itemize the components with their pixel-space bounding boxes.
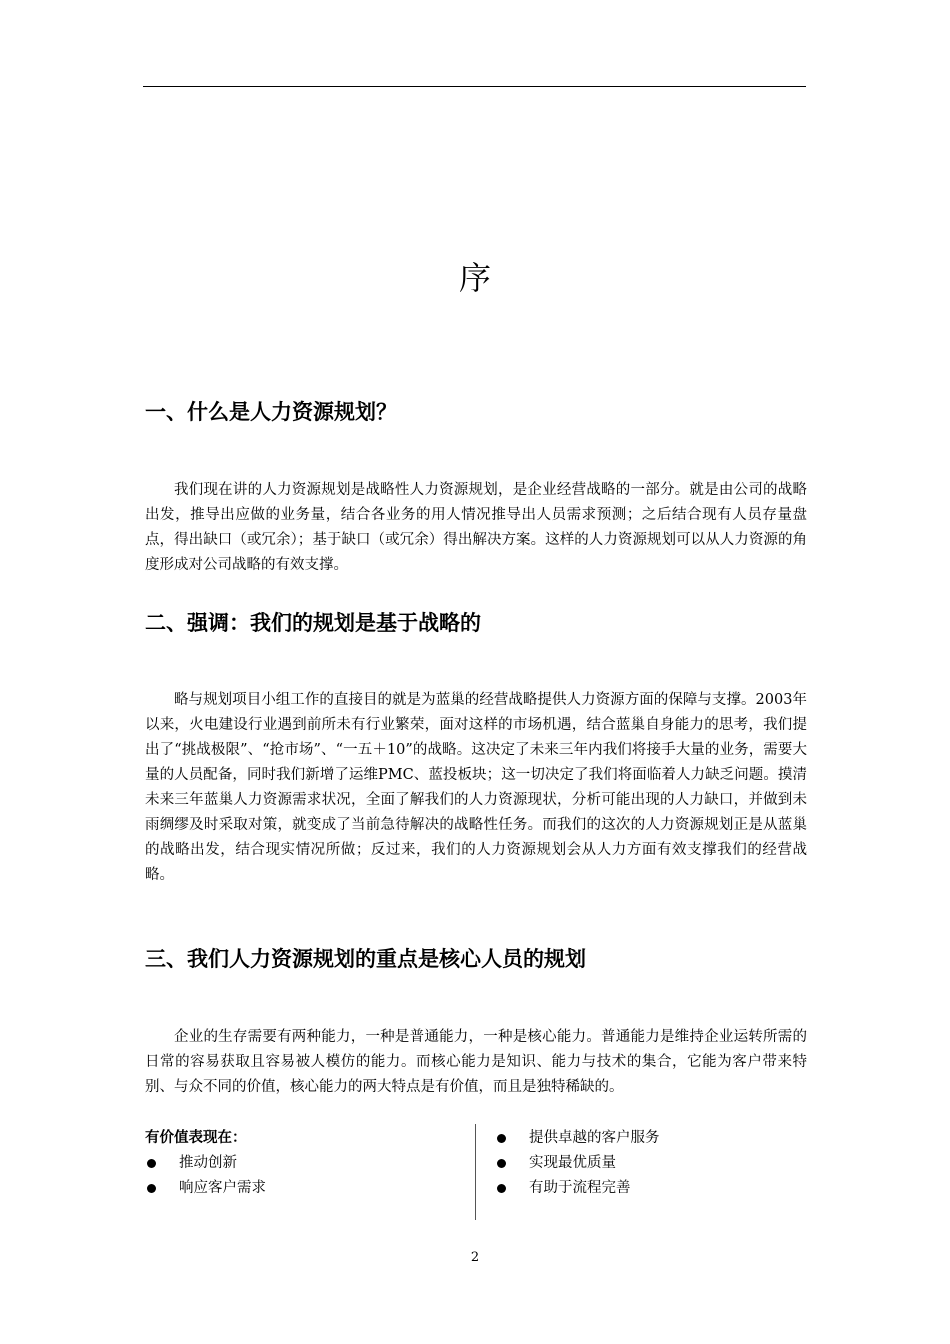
list-item-text: 提供卓越的客户服务 [529, 1130, 660, 1146]
list-item-text: 实现最优质量 [529, 1155, 616, 1171]
section-2-heading: 二、强调：我们的规划是基于战略的 [145, 611, 481, 635]
bullet-icon [495, 1176, 529, 1201]
list-item [145, 1151, 465, 1176]
list-item-text: 响应客户需求 [179, 1180, 266, 1196]
section-2-paragraph: 略与规划项目小组工作的直接目的就是为蓝巢的经营战略提供人力资源方面的保障与支撑。2003年以来，火电建设行业遇到前所未有行业繁荣，面对这样的市场机遇，结合蓝巢自身能力的思考，我们提出了“挑战极限”、“抢市场”、“一五＋10”的战略。这决定了未来三年内我们将接手大量的业务，需要大量的人员配备，同时我们新增了运维PMC、蓝投板块；这一切决定了我们将面临着人力缺乏问题。摸清未来三年蓝巢人力资源需求状况，全面了解我们的人力资源现状，分析可能出现的人力缺口，并做到未雨绸缪及时采取对策，就变成了当前急待解决的战略性任务。而我们的这次的人力资源规划正是从蓝巢的战略出发，结合现实情况所做；反过来，我们的人力资源规划会从人力方面有效支撑我们的经营战略。 [145, 692, 807, 883]
value-list-right [495, 1126, 815, 1201]
list-item [495, 1151, 815, 1176]
list-item [495, 1126, 815, 1151]
list-item [145, 1176, 465, 1201]
list-item-text: 推动创新 [179, 1155, 237, 1171]
section-1-paragraph: 我们现在讲的人力资源规划是战略性人力资源规划，是企业经营战略的一部分。就是由公司的战略出发，推导出应做的业务量，结合各业务的用人情况推导出人员需求预测；之后结合现有人员存量盘点，得出缺口（或冗余）；基于缺口（或冗余）得出解决方案。这样的人力资源规划可以从人力资源的角度形成对公司战略的有效支撑。 [145, 482, 807, 573]
list-item [495, 1176, 815, 1201]
list-item-text: 有助于流程完善 [529, 1180, 631, 1196]
bullet-icon [145, 1176, 179, 1201]
column-divider [475, 1124, 476, 1220]
bullet-icon [495, 1126, 529, 1151]
page-number: 2 [470, 1250, 480, 1265]
section-3-paragraph: 企业的生存需要有两种能力，一种是普通能力，一种是核心能力。普通能力是维持企业运转所需的日常的容易获取且容易被人模仿的能力。而核心能力是知识、能力与技术的集合，它能为客户带来特别、与众不同的价值，核心能力的两大特点是有价值，而且是独特稀缺的。 [145, 1029, 807, 1095]
section-1-heading: 一、什么是人力资源规划？ [145, 400, 397, 424]
value-list-title: 有价值表现在： [145, 1130, 247, 1146]
header-rule [143, 86, 806, 87]
bullet-icon [145, 1151, 179, 1176]
page-title: 序 [458, 259, 491, 297]
bullet-icon [495, 1151, 529, 1176]
value-list-left [145, 1126, 465, 1201]
section-3-heading: 三、我们人力资源规划的重点是核心人员的规划 [145, 947, 586, 971]
